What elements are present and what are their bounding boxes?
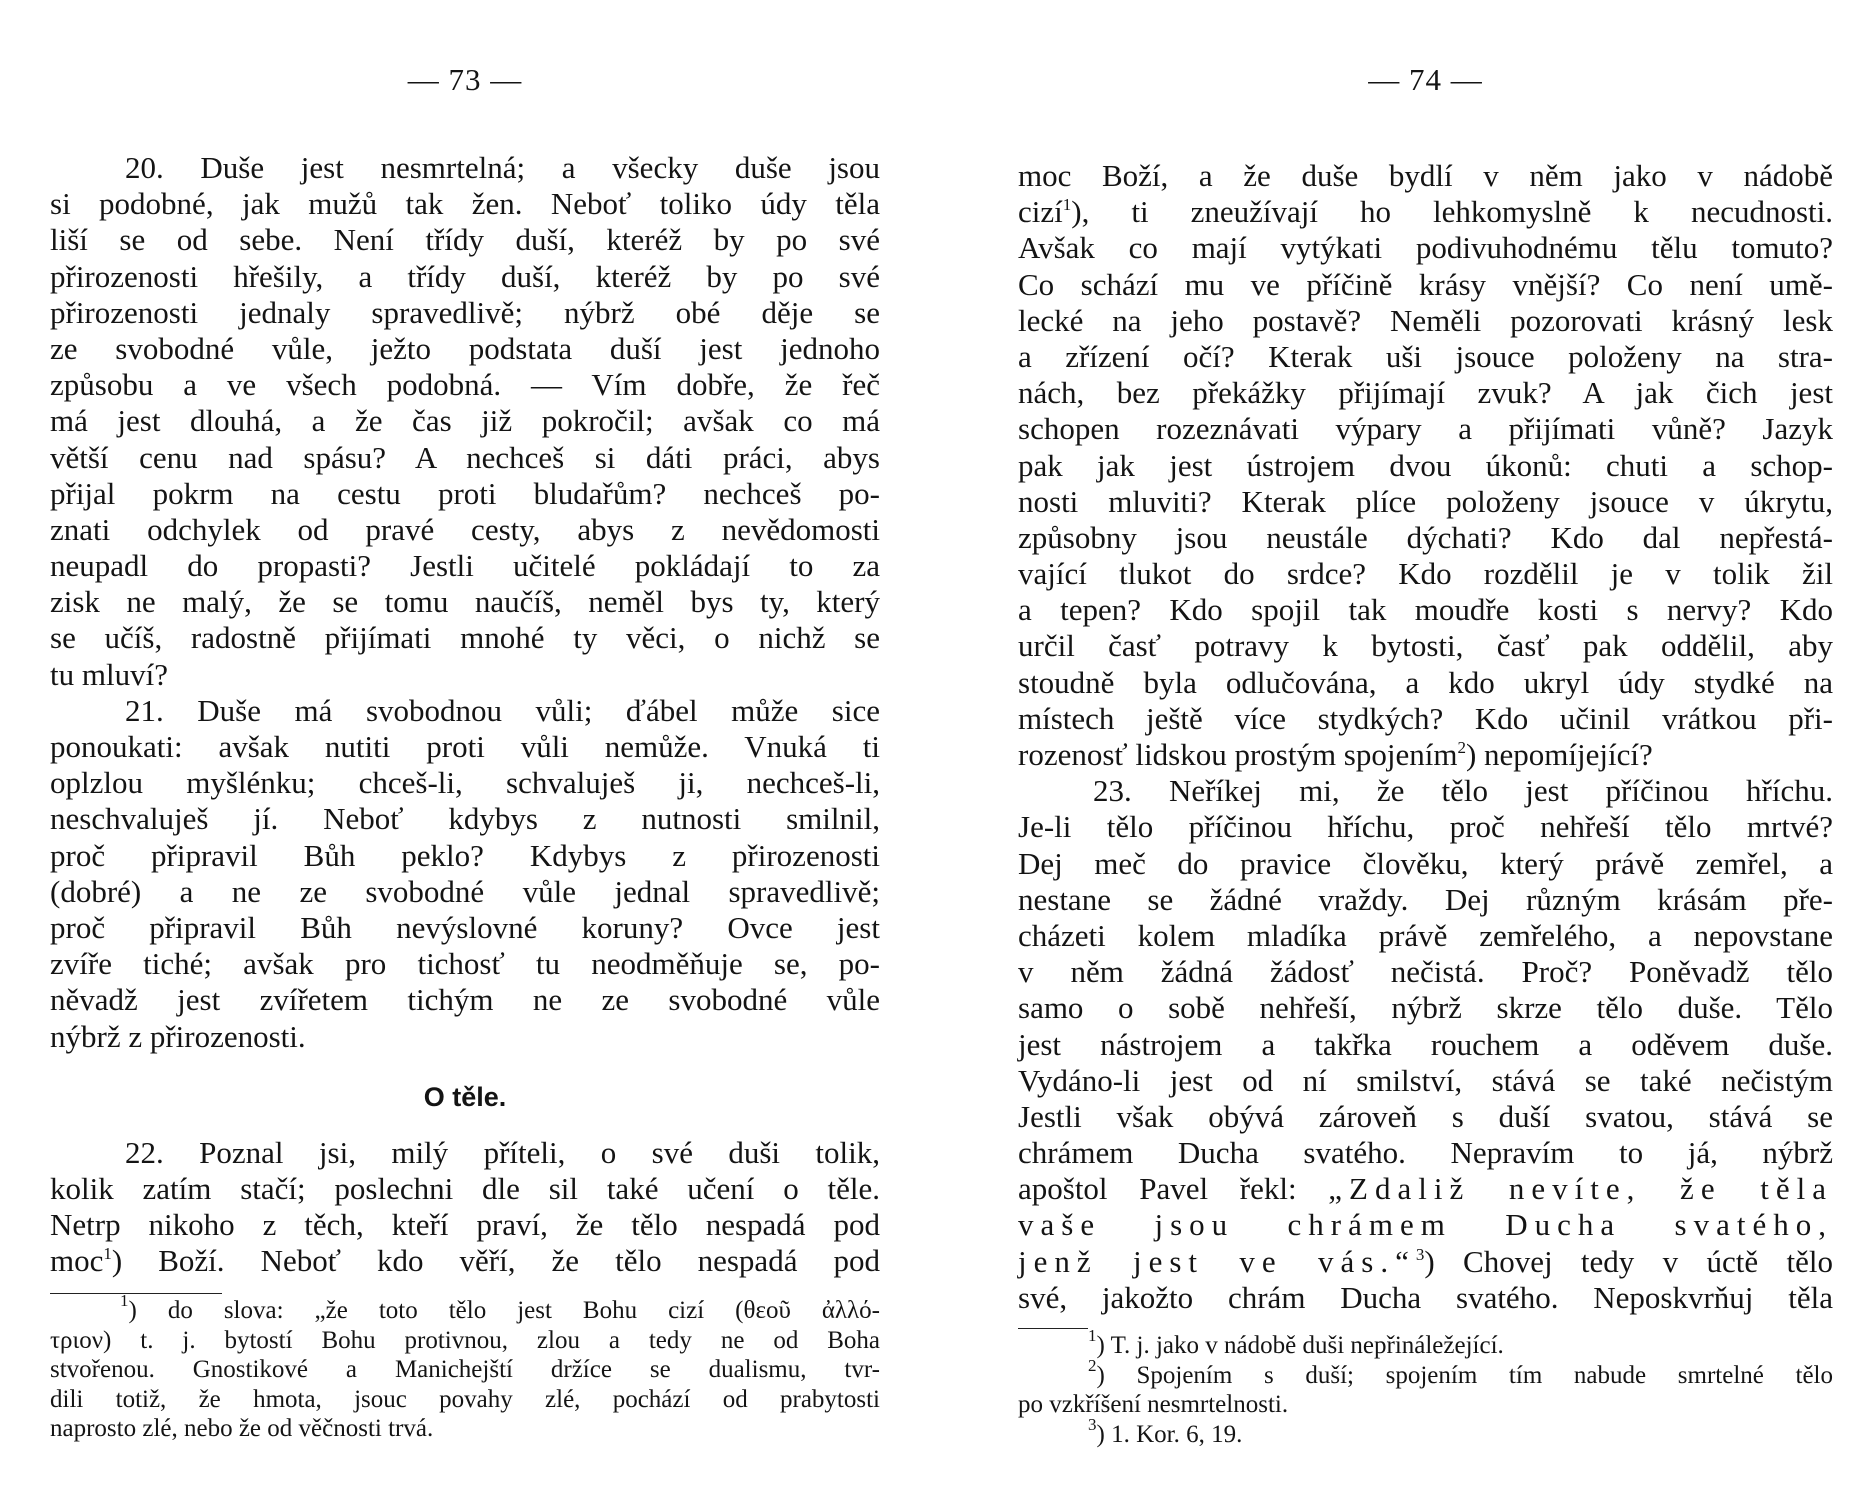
text-segment: apoštol Pavel řekl:: [1018, 1171, 1329, 1207]
text-line: přijal pokrm na cestu proti bludařům? nechceš po-: [50, 475, 880, 511]
footnote-line: po vzkříšení nesmrtelnosti.: [1018, 1391, 1289, 1418]
text-segment: ), ti zneužívají ho lehkomyslně k necudnosti.: [1071, 194, 1833, 230]
text-line: vající tlukot do srdce? Kdo rozdělil je v tolik žil: [1018, 556, 1833, 592]
footnote-line: dili totiž, že hmota, jsouc povahy zlé, pochází od prabytosti: [50, 1385, 880, 1413]
section-heading: O těle.: [423, 1081, 507, 1112]
text-line: liší se od sebe. Není třídy duší, kteréž by po své: [50, 222, 880, 258]
footnote-text: ) do slova: „že toto tělo jest Bohu cizí (θεοῦ ἀλλό-: [128, 1297, 880, 1325]
page-body: [1018, 158, 1833, 1449]
text-line: si podobné, jak mužů tak žen. Neboť toliko údy těla: [50, 186, 880, 222]
spaced-quote: jenž jest ve vás.“: [1018, 1243, 1416, 1279]
text-segment: ) nepomíjející?: [1465, 737, 1653, 772]
text-line: své, jakožto chrám Ducha svatého. Neposkvrňuj těla: [1018, 1279, 1833, 1315]
footnote-line: [1018, 1355, 1833, 1391]
spaced-quote-line: vaše jsou chrámem Ducha svatého,: [1018, 1207, 1833, 1243]
text-line: nosti mluviti? Kterak plíce položeny jsouce v úkrytu,: [1018, 483, 1833, 519]
text-line: způsobny jsou neustále dýchati? Kdo dal nepřestá-: [1018, 519, 1833, 555]
footnote-divider: [1018, 1328, 1088, 1329]
footnote-mark: 2: [1088, 1355, 1097, 1375]
text-line: 20. Duše jest nesmrtelná; a všecky duše jsou: [125, 150, 880, 185]
text-line: něvadž jest zvířetem tichým ne ze svobodné vůle: [50, 982, 880, 1018]
text-line: lecké na jeho postavě? Neměli pozorovati krásný lesk: [1018, 302, 1833, 338]
text-line: Avšak co mají vytýkati podivuhodnému tělu tomuto?: [1018, 230, 1833, 266]
text-line: [1018, 1171, 1833, 1207]
text-line: 22. Poznal jsi, milý příteli, o své duši tolik,: [125, 1134, 880, 1170]
text-line: má jest dlouhá, a že čas již pokročil; avšak co má: [50, 403, 880, 439]
text-line: pak jak jest ústrojem dvou úkonů: chuti a schop-: [1018, 447, 1833, 483]
text-line: 21. Duše má svobodnou vůli; ďábel může sice: [125, 692, 880, 728]
text-line: zisk ne malý, že se tomu naučíš, neměl bys ty, který: [50, 584, 880, 620]
text-line: přirozenosti jednaly spravedlivě; nýbrž obé děje se: [50, 294, 880, 330]
text-segment: cizí: [1018, 194, 1063, 230]
text-line: stoudně byla odlučována, a kdo ukryl údy stydké na: [1018, 664, 1833, 700]
text-line: a zřízení očí? Kterak uši jsouce položeny na stra-: [1018, 338, 1833, 374]
footnote-line: [1018, 1414, 1833, 1450]
text-line: se učíš, radostně přijímati mnohé ty věci, o nichž se: [50, 620, 880, 656]
page-number: — 74 —: [1368, 62, 1483, 97]
footnote-line: stvořenou. Gnostikové a Manichejští držíce se dualismu, tvr-: [50, 1356, 880, 1384]
text-line: (dobré) a ne ze svobodné vůle jednal spravedlivě;: [50, 873, 880, 909]
text-line: zvíře tiché; avšak pro tichosť tu neodměňuje se, po-: [50, 946, 880, 982]
footnote-line: naprosto zlé, nebo že od věčnosti trvá.: [50, 1415, 434, 1443]
footnote-ref: 3: [1415, 1244, 1425, 1264]
text-line: proč připravil Bůh nevýslovné koruny? Ovce jest: [50, 909, 880, 945]
text-line: tu mluví?: [50, 656, 168, 692]
text-line: Vydáno-li jest od ní smilství, stává se také nečistým: [1018, 1062, 1833, 1098]
text-line: Co schází mu ve příčině krásy vnější? Co není umě-: [1018, 266, 1833, 302]
text-line: samo o sobě nehřeší, nýbrž skrze tělo duše. Tělo: [1018, 990, 1833, 1026]
footnote-ref: 2: [1457, 738, 1466, 757]
text-line: místech ještě více stydkých? Kdo učinil vrátkou při-: [1018, 700, 1833, 736]
footnote-mark: 1: [120, 1291, 129, 1311]
page-number: — 73 —: [407, 62, 523, 97]
text-line: Je-li tělo příčinou hříchu, proč nehřeší tělo mrtvé?: [1018, 809, 1833, 845]
text-line: chrámem Ducha svatého. Nepravím to já, nýbrž: [1018, 1135, 1833, 1171]
text-line: a tepen? Kdo spojil tak moudře kosti s nervy? Kdo: [1018, 592, 1833, 628]
text-line: Dej meč do pravice člověku, který právě zemřel, a: [1018, 845, 1833, 881]
text-line: [1018, 1244, 1833, 1280]
text-line: 23. Neříkej mi, že tělo jest příčinou hříchu.: [1093, 773, 1833, 809]
text-line: nýbrž z přirozenosti.: [50, 1018, 306, 1054]
text-line: nách, bez překážky přijímají zvuk? A jak čich jest: [1018, 375, 1833, 411]
footnote-mark: 3: [1088, 1414, 1097, 1434]
text-line: [1018, 737, 1833, 773]
text-line: ze svobodné vůle, ježto podstata duší jest jednoho: [50, 330, 880, 366]
spaced-quote: „Zdaliž nevíte, že těla: [1328, 1171, 1833, 1207]
text-segment: ) Boží. Neboť kdo věří, že tělo nespadá pod: [111, 1243, 880, 1279]
text-line: Netrp nikoho z těch, kteří praví, že tělo nespadá pod: [50, 1207, 880, 1243]
text-line: cházeti kolem mladíka právě zemřelého, a nepovstane: [1018, 917, 1833, 953]
right-page: [1018, 0, 1833, 1500]
text-segment: rozenosť lidskou prostým spojením: [1018, 737, 1458, 772]
text-line: proč připravil Bůh peklo? Kdybys z přirozenosti: [50, 837, 880, 873]
page-body: [50, 150, 880, 1444]
footnote-text: ) Spojením s duší; spojením tím nabude smrtelné tělo: [1096, 1361, 1833, 1389]
text-segment: moc: [50, 1243, 104, 1279]
footnote-divider: [50, 1293, 222, 1294]
text-line: ponoukati: avšak nutiti proti vůli nemůže. Vnuká ti: [50, 729, 880, 764]
text-line: v něm žádná žádosť nečistá. Proč? Poněvadž tělo: [1018, 954, 1833, 990]
text-line: znati odchylek od pravé cesty, abys z nevědomosti: [50, 511, 880, 547]
text-line: oplzlou myšlénku; chceš-li, schvaluješ ji, nechceš-li,: [50, 765, 880, 801]
text-line: moc Boží, a že duše bydlí v něm jako v nádobě: [1018, 158, 1833, 193]
footnote-line: [1018, 1326, 1833, 1361]
text-line: neupadl do propasti? Jestli učitelé pokládají to za: [50, 548, 880, 584]
footnote-ref: 1: [103, 1244, 112, 1264]
text-line: způsobu a ve všech podobná. — Vím dobře, že řeč: [50, 367, 880, 403]
text-line: přirozenosti hřešily, a třídy duší, kteréž by po své: [50, 258, 880, 294]
text-line: schopen rozeznávati výpary a přijímati vůně? Jazyk: [1018, 411, 1833, 447]
text-line: [50, 1243, 880, 1279]
footnote-mark: 1: [1088, 1326, 1097, 1345]
left-page: [50, 0, 880, 1500]
footnote-line: τριον) t. j. bytostí Bohu protivnou, zlou a tedy ne od Boha: [50, 1326, 880, 1354]
text-line: neschvaluješ jí. Neboť kdybys z nutnosti smilnil,: [50, 801, 880, 837]
text-line: větší cenu nad spásu? A nechceš si dáti práci, abys: [50, 439, 880, 475]
text-line: nestane se žádné vraždy. Dej různým krásám pře-: [1018, 881, 1833, 917]
footnote-text: ) 1. Kor. 6, 19.: [1096, 1420, 1243, 1448]
footnote-line: [50, 1291, 880, 1326]
text-line: Jestli však obývá zároveň s duší svatou, stává se: [1018, 1098, 1833, 1134]
text-line: kolik zatím stačí; poslechni dle sil také učení o těle.: [50, 1170, 880, 1206]
footnote-ref: 1: [1062, 195, 1072, 215]
text-line: jest nástrojem a takřka rouchem a oděvem duše.: [1018, 1026, 1833, 1062]
footnote-text: ) T. j. jako v nádobě duši nepřináležející.: [1096, 1332, 1504, 1359]
text-line: určil časť potravy k bytosti, časť pak oddělil, aby: [1018, 628, 1833, 664]
text-line: [1018, 194, 1833, 230]
text-segment: ) Chovej tedy v úctě tělo: [1424, 1243, 1833, 1279]
